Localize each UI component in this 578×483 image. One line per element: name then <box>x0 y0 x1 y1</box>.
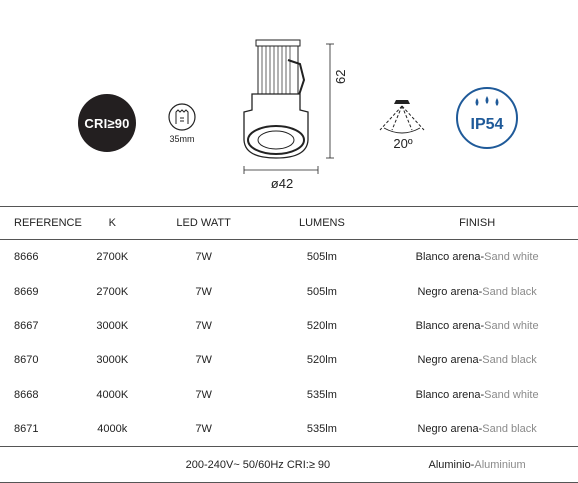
electrical-spec: 200-240V~ 50/60Hz CRI:≥ 90 <box>140 447 377 483</box>
cri-badge: CRI≥90 <box>78 94 136 152</box>
header-k: K <box>85 207 140 240</box>
table-row <box>0 378 578 412</box>
diameter-dimension-label: ø42 <box>270 176 294 191</box>
finish-es: Blanco arena- <box>415 319 485 332</box>
cell-lumens: 520lm <box>306 319 337 332</box>
height-dimension-label: 62 <box>333 69 348 84</box>
cell-finish <box>376 378 578 412</box>
product-icons-area <box>0 0 578 200</box>
cell-k: 2700K <box>96 285 129 298</box>
ip-rating-label: IP54 <box>470 116 504 133</box>
table-header-row <box>0 207 578 240</box>
cell-watt: 7W <box>195 354 212 367</box>
cell-lumens: 505lm <box>306 285 337 298</box>
material-es: Aluminio- <box>428 458 475 471</box>
downlight-drawing-icon <box>244 40 334 174</box>
header-lumens: LUMENS <box>268 207 377 240</box>
finish-es: Negro arena- <box>417 354 483 367</box>
cell-finish <box>376 240 578 275</box>
finish-en: Sand black <box>482 285 537 298</box>
product-drawings <box>0 0 578 200</box>
header-reference: REFERENCE <box>0 207 85 240</box>
cutout-size-label: 35mm <box>169 134 195 144</box>
cell-k: 3000K <box>96 319 129 332</box>
cell-watt: 7W <box>195 285 212 298</box>
beam-angle-label: 20º <box>393 136 413 151</box>
cell-k: 3000K <box>96 354 129 367</box>
cell-reference: 8670 <box>14 354 39 367</box>
table-row <box>0 274 578 308</box>
material-spec <box>376 447 578 483</box>
cell-reference: 8668 <box>14 388 39 401</box>
cell-watt: 7W <box>195 251 212 264</box>
header-led-watt: LED WATT <box>140 207 268 240</box>
beam-angle-icon <box>380 100 424 133</box>
cell-finish <box>376 274 578 308</box>
table-footer-row <box>0 447 578 483</box>
cell-lumens: 505lm <box>306 251 337 264</box>
cell-k: 2700K <box>96 251 129 264</box>
cell-reference: 8671 <box>0 412 85 447</box>
finish-en: Sand black <box>482 423 537 436</box>
cell-k: 4000k <box>85 412 140 447</box>
finish-en: Sand white <box>484 251 539 264</box>
table-row <box>0 343 578 377</box>
cell-lumens: 535lm <box>268 412 377 447</box>
cell-k: 4000K <box>96 388 129 401</box>
finish-es: Blanco arena- <box>415 251 485 264</box>
cell-reference: 8669 <box>14 285 39 298</box>
cutout-icon <box>169 104 195 130</box>
cell-reference: 8666 <box>14 251 39 264</box>
spec-table <box>0 206 578 483</box>
finish-es: Blanco arena- <box>415 388 485 401</box>
table-row <box>0 412 578 447</box>
cell-watt: 7W <box>140 412 268 447</box>
finish-es: Negro arena- <box>417 423 483 436</box>
cell-finish <box>376 412 578 447</box>
cell-watt: 7W <box>195 319 212 332</box>
finish-en: Sand white <box>484 388 539 401</box>
table-row <box>0 240 578 275</box>
cell-reference: 8667 <box>14 319 39 332</box>
finish-en: Sand white <box>484 319 539 332</box>
cell-watt: 7W <box>195 388 212 401</box>
finish-es: Negro arena- <box>417 285 483 298</box>
material-en: Aluminium <box>474 458 526 471</box>
header-finish: FINISH <box>376 207 578 240</box>
cell-lumens: 535lm <box>306 388 337 401</box>
table-row <box>0 309 578 343</box>
cell-lumens: 520lm <box>306 354 337 367</box>
cell-finish <box>376 309 578 343</box>
finish-en: Sand black <box>482 354 537 367</box>
cell-finish <box>376 343 578 377</box>
